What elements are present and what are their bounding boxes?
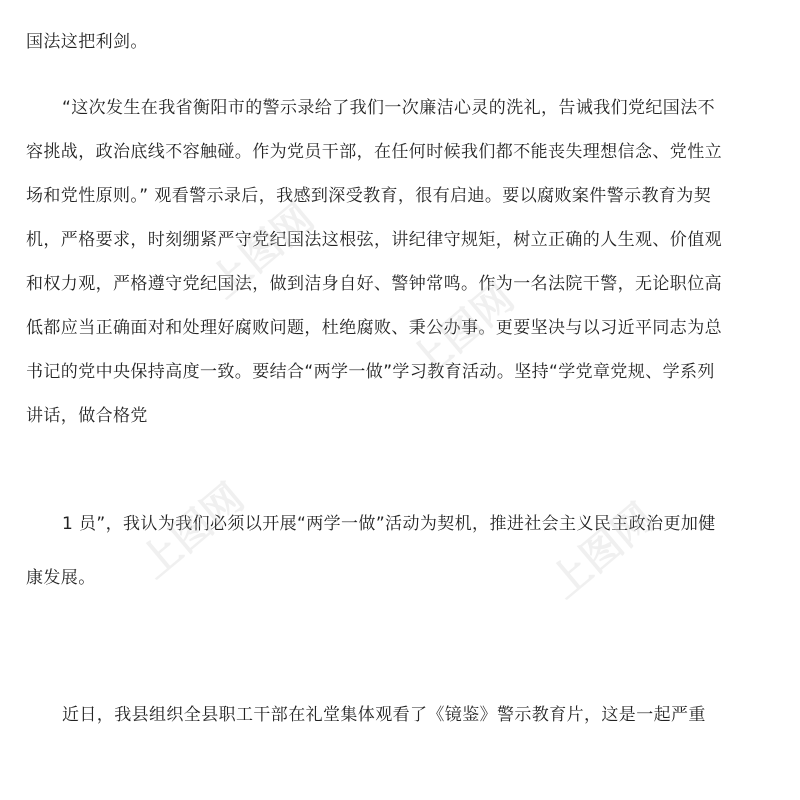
watermark-text: 上图网: [401, 274, 523, 388]
paragraph-line: 讲话，做合格党: [26, 406, 148, 426]
paragraph-line: 和权力观，严格遵守党纪国法，做到洁身自好、警钟常鸣。作为一名法院干警，无论职位高: [26, 274, 722, 294]
paragraph-line: 近日，我县组织全县职工干部在礼堂集体观看了《镜鉴》警示教育片，这是一起严重: [62, 705, 706, 725]
paragraph-line: 书记的党中央保持高度一致。要结合“两学一做”学习教育活动。坚持“学党章党规、学系列: [26, 362, 715, 382]
paragraph-line: 国法这把利剑。: [26, 32, 148, 52]
paragraph-line: 机，严格要求，时刻绷紧严守党纪国法这根弦，讲纪律守规矩，树立正确的人生观、价值观: [26, 230, 722, 250]
paragraph-line: “这次发生在我省衡阳市的警示录给了我们一次廉洁心灵的洗礼，告诫我们党纪国法不: [62, 98, 716, 118]
paragraph-line: 低都应当正确面对和处理好腐败问题，杜绝腐败、秉公办事。更要坚决与以习近平同志为总: [26, 318, 722, 338]
watermark-text: 上图网: [131, 474, 253, 588]
paragraph-line: 场和党性原则。” 观看警示录后，我感到深受教育，很有启迪。要以腐败案件警示教育为契: [26, 186, 712, 206]
watermark-text: 上图网: [541, 494, 663, 608]
paragraph-line: 1 员”，我认为我们必须以开展“两学一做”活动为契机，推进社会主义民主政治更加健: [62, 514, 716, 534]
paragraph-line: 康发展。: [26, 568, 96, 588]
watermark-text: 上图网: [201, 194, 323, 308]
paragraph-line: 容挑战，政治底线不容触碰。作为党员干部，在任何时候我们都不能丧失理想信念、党性立: [26, 142, 722, 162]
